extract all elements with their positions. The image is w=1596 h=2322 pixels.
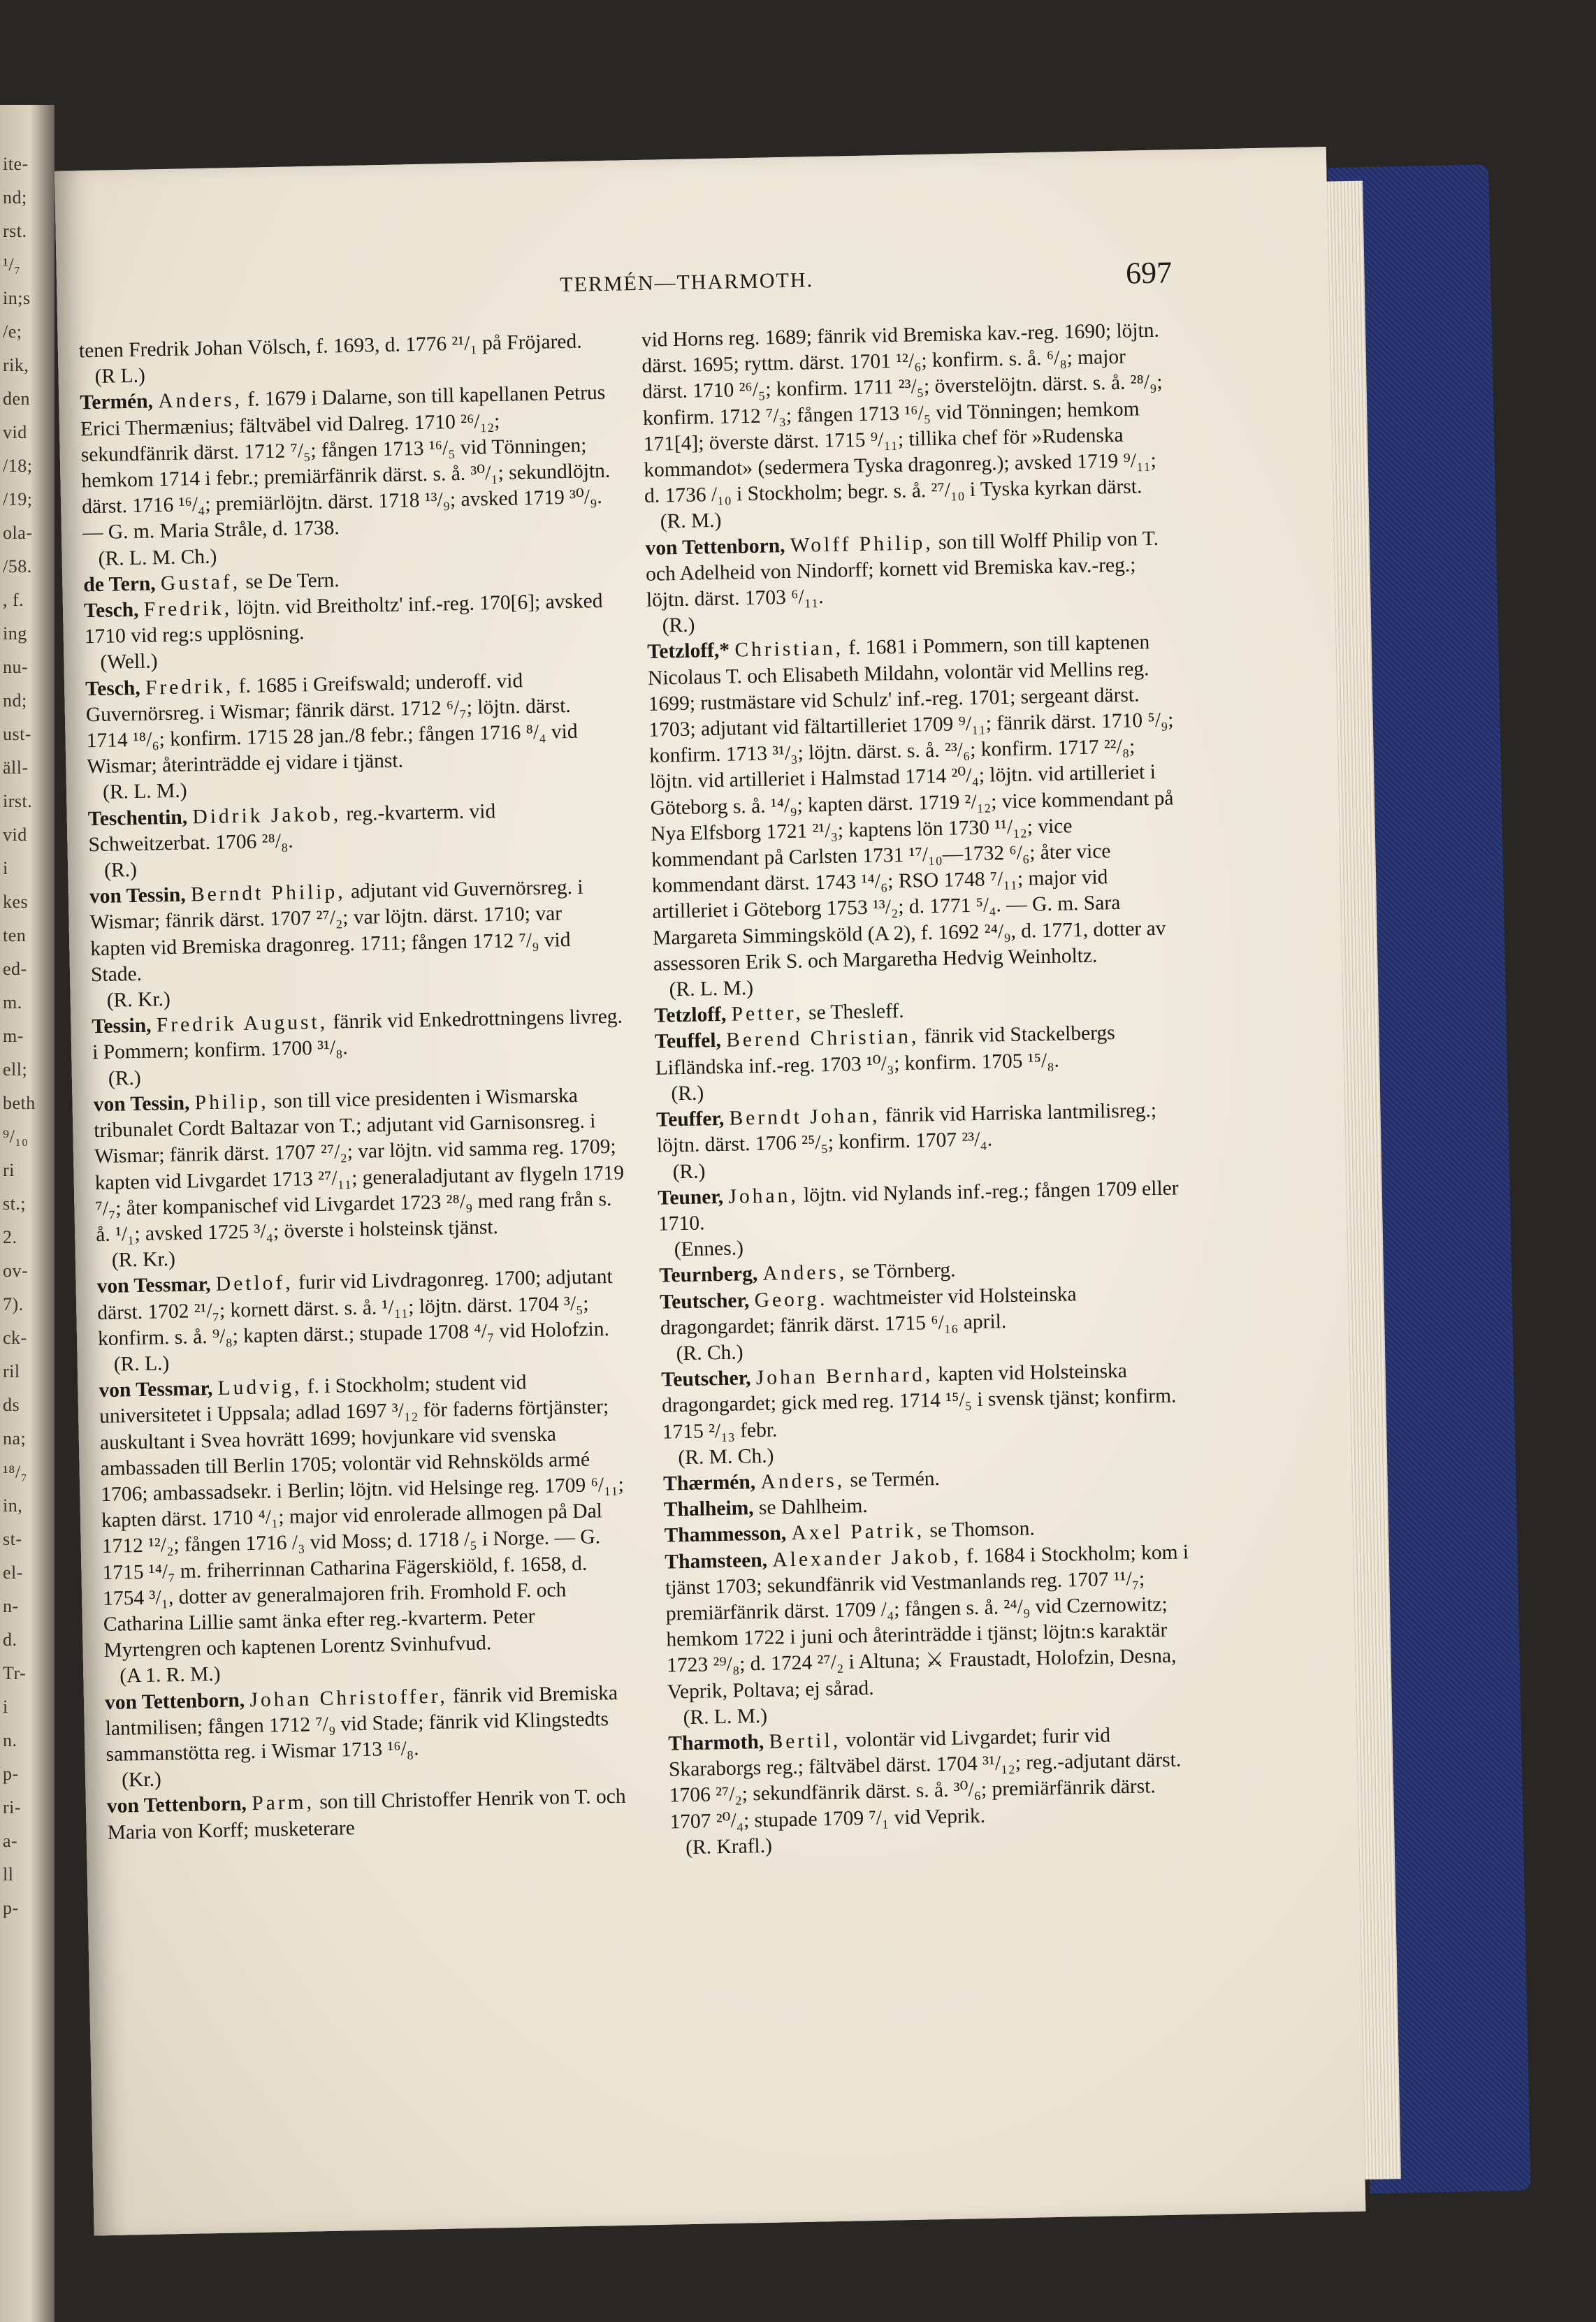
entry-text: (R L.) — [94, 364, 146, 389]
left-page-fragment: a- — [3, 1831, 18, 1851]
dictionary-entry — [96, 1264, 629, 1352]
left-column — [79, 328, 639, 1846]
entry-text: fänrik vid Bremiska lantmilisen; fången 1712 ⁷/₉ vid Stade; fänrik vid Klingstedts sammanstötta reg. i Wismar 1713 ¹⁶/₈. — [105, 1681, 618, 1766]
entry-text: (R.) — [672, 1159, 706, 1183]
left-page-fragment: /18; — [3, 456, 33, 476]
entry-text: (A 1. R. M.) — [119, 1663, 221, 1688]
entry-text: reg.-kvarterm. vid Schweitzerbat. 1706 ²⁸/₈. — [88, 799, 496, 857]
entry-headword: Tesch, — [85, 676, 140, 700]
dictionary-entry — [89, 874, 623, 988]
entry-text: se Thesleff. — [808, 1000, 904, 1024]
entry-text: fänrik vid Stackelbergs Lifländska inf.-reg. 1703 ¹⁰/₃; konfirm. 1705 ¹⁵/₈. — [655, 1022, 1115, 1080]
dictionary-entry — [665, 1539, 1198, 1706]
left-page-fragment: ov- — [3, 1261, 29, 1281]
entry-headword: von Tessmar, — [99, 1377, 213, 1402]
left-page-fragment: ite- — [3, 154, 29, 174]
entry-text: vid Horns reg. 1689; fänrik vid Bremiska kav.-reg. 1690; löjtn. därst. 1695; ryttm. därst. 1701 ¹²/₆; konfirm. s. å. ⁶/₈; major därst. 1710 ²⁶/₅; konfirm. 1711 ²³/₅; överstelöjtn. därst. s. å. ²⁸/₉; konfirm. 1712 ⁷/₃; fången 1713 ¹⁶/₅ vid Tönningen; hemkom 171[4]; överste därst. 1715 ⁹/₁₁; tillika chef för »Rudenska kommandot» (sedermera Tyska dragonreg.); avsked 1719 ⁹/₁₁; d. 1736 /₁₀ i Stockholm; begr. s. å. ²⁷/₁₀ i Tyska kyrkan därst. — [641, 319, 1163, 508]
entry-given-name: Philip, — [194, 1090, 269, 1115]
left-page-fragment: kes — [3, 892, 29, 912]
entry-text: volontär vid Livgardet; furir vid Skaraborgs reg.; fältväbel därst. 1704 ³¹/₁₂; reg.-adjutant därst. 1706 ²⁷/₂; sekundfänrik därst. s. å. ³⁰/₆; premiärfänrik därst. 1707 ²⁰/₄; stupade 1709 ⁷/₁ vid Veprik. — [668, 1724, 1182, 1834]
entry-text: (Kr.) — [121, 1768, 162, 1792]
entry-given-name: Detlof, — [215, 1272, 293, 1296]
left-page-fragment: i — [3, 1697, 8, 1717]
left-page-fragment: vid — [3, 422, 27, 442]
dictionary-entry — [107, 1784, 639, 1846]
entry-given-name: Georg. — [754, 1287, 828, 1312]
entry-text: (Well.) — [100, 650, 158, 674]
left-page-fragment: beth — [3, 1093, 36, 1113]
left-page-fragment: el- — [3, 1562, 23, 1583]
entry-text: (R.) — [671, 1082, 704, 1105]
left-page-fragment: ll — [3, 1864, 14, 1885]
book-page — [55, 147, 1365, 2235]
left-page-fragment: ri — [3, 1160, 15, 1180]
entry-headword: Teutscher, — [659, 1289, 750, 1314]
entry-headword: Thamsteen, — [665, 1548, 768, 1574]
entry-headword: Tesch, — [83, 598, 139, 623]
entry-headword: von Tessin, — [89, 883, 186, 908]
entry-text: (R. M. Ch.) — [678, 1444, 774, 1469]
left-page-fragment: m- — [3, 1026, 24, 1046]
left-page-fragment: ck- — [3, 1328, 27, 1348]
left-page-fragment: ten — [3, 925, 27, 945]
entry-headword: Tetzloff,* — [647, 639, 730, 664]
entry-given-name: Axel Patrik, — [791, 1519, 925, 1545]
dictionary-entry — [661, 1357, 1194, 1445]
left-page-fragment: ¹⁸/₇ — [3, 1462, 28, 1482]
entry-given-name: Johan Christoffer, — [249, 1685, 448, 1711]
entry-given-name: Fredrik August, — [156, 1011, 328, 1037]
entry-text: tenen Fredrik Johan Völsch, f. 1693, d. 1776 ²¹/₁ på Fröjared. — [78, 330, 582, 363]
left-page-fragment: i — [3, 858, 8, 878]
dictionary-entry — [99, 1368, 635, 1664]
left-page-fragment: ⁹/₁₀ — [3, 1126, 29, 1147]
left-page-fragment: ds — [3, 1395, 20, 1415]
right-column — [641, 317, 1201, 1861]
entry-headword: Teuner, — [658, 1185, 724, 1210]
left-page-fragment: st.; — [3, 1193, 27, 1214]
entry-text: wachtmeister vid Holsteinska dragongardet; fänrik därst. 1715 ⁶/₁₆ april. — [660, 1282, 1077, 1340]
entry-text: (R. L. M. Ch.) — [98, 545, 217, 570]
entry-headword: von Tettenborn, — [104, 1688, 245, 1714]
left-page-fragment: ust- — [3, 724, 31, 744]
left-page-fragment: n. — [3, 1730, 17, 1750]
entry-text: se Dahlheim. — [758, 1495, 868, 1520]
entry-given-name: Gustaf, — [160, 570, 241, 595]
entry-headword: Tessin, — [92, 1014, 152, 1038]
left-page-fragment: nd; — [3, 187, 27, 208]
dictionary-entry — [93, 1082, 627, 1248]
left-page-fragment: /19; — [3, 489, 33, 509]
left-page-fragment: ¹/₇ — [3, 254, 21, 275]
entry-given-name: Berndt Philip, — [190, 880, 346, 906]
entry-given-name: Wolff Philip, — [790, 531, 934, 557]
left-page-fragment: ola- — [3, 523, 33, 543]
left-page-fragment: ed- — [3, 959, 27, 979]
entry-headword: Thærmén, — [662, 1471, 756, 1495]
left-page-fragment: nu- — [3, 657, 29, 677]
entry-given-name: Johan, — [728, 1184, 799, 1208]
entry-given-name: Petter, — [731, 1001, 804, 1026]
entry-given-name: Parm, — [251, 1791, 315, 1815]
entry-headword: Tharmoth, — [668, 1730, 764, 1755]
entry-headword: Teschentin, — [87, 806, 188, 830]
entry-headword: de Tern, — [83, 572, 156, 597]
entry-text: löjtn. vid Nylands inf.-reg.; fången 1709 eller 1710. — [658, 1177, 1179, 1235]
entry-text: fänrik vid Enkedrottningens livreg. i Pommern; konfirm. 1700 ³¹/₈. — [92, 1005, 623, 1064]
entry-text: (R. Ch.) — [676, 1341, 743, 1365]
entry-text: (R. L. M.) — [102, 779, 187, 804]
entry-text: furir vid Livdragonreg. 1700; adjutant därst. 1702 ²¹/₇; kornett därst. s. å. ¹/₁₁; löjtn. därst. 1704 ³/₅; konfirm. s. å. ⁹/₈; kapten därst.; stupade 1708 ⁴/₇ vid Holofzin. — [97, 1265, 613, 1350]
entry-text: (R. Krafl.) — [685, 1834, 773, 1859]
entry-text: (R. Kr.) — [106, 988, 171, 1012]
dictionary-entry — [641, 317, 1175, 509]
left-page-fragment: ing — [3, 623, 27, 644]
entry-text: se Törnberg. — [852, 1258, 956, 1284]
entry-given-name: Christian, — [734, 637, 844, 662]
dictionary-entry — [105, 1680, 637, 1768]
left-page-fragment: rst. — [3, 221, 27, 241]
entry-text: löjtn. vid Breitholtz' inf.-reg. 170[6]; avsked 1710 vid reg:s upplösning. — [84, 590, 603, 648]
left-page-edge — [0, 105, 55, 2322]
entry-text: f. 1684 i Stockholm; kom i tjänst 1703; sekundfänrik vid Vestmanlands reg. 1707 ¹¹/₇; premiärfänrik därst. 1709 /₄; fången s. å. ²⁴/₉ vid Czernowitz; hemkom 1722 i juni och återinträdde i tjänst; löjtn:s karaktär 1723 ²⁹/₈; d. 1724 ²⁷/₂ i Altuna; ⚔ Fraustadt, Holofzin, Desna, Veprik, Poltava; ej sårad. — [665, 1540, 1189, 1704]
left-page-fragment: 2. — [3, 1227, 17, 1247]
entry-text: (R. L. M.) — [683, 1704, 768, 1729]
entry-text: f. i Stockholm; student vid universitetet i Uppsala; adlad 1697 ³/₁₂ för faderns förtjänster; auskultant i Svea hovrätt 1699; hovjunkare vid svenska ambassaden till Berlin 1705; volontär vid Rehnskölds armé 1706; ambassadsekr. i Berlin; löjtn. vid Helsinge reg. 1709 ⁶/₁₁; kapten därst. 1710 ⁴/₁; major vid enrolerade allmogen på Dal 1712 ¹²/₂; fången 1716 /₃ vid Moss; d. 1718 /₅ i Norge. — G. 1715 ¹⁴/₇ m. friherrinnan Catharina Fägerskiöld, f. 1658, d. 1754 ³/₁, dotter av generalmajoren frih. Fromhold F. och Catharina Lillie samt änka efter reg.-kvarterm. Peter Myrtengren och kaptenen Lorentz Svinhufvud. — [99, 1371, 625, 1662]
entry-text: (R.) — [662, 614, 695, 637]
entry-headword: von Tettenborn, — [106, 1792, 247, 1818]
entry-given-name: Johan Bernhard, — [755, 1363, 934, 1390]
left-page-fragment: in, — [3, 1495, 23, 1516]
entry-given-name: Berndt Johan, — [729, 1104, 880, 1130]
entry-given-name: Anders, — [760, 1469, 846, 1493]
entry-headword: Teutscher, — [661, 1367, 751, 1391]
entry-text: se De Tern. — [245, 569, 340, 593]
left-page-fragment: p- — [3, 1898, 19, 1918]
entry-given-name: Alexander Jakob, — [772, 1545, 962, 1572]
left-page-fragment: d. — [3, 1630, 17, 1650]
left-page-fragment: ell; — [3, 1059, 28, 1080]
entry-text: adjutant vid Guvernörsreg. i Wismar; fänrik därst. 1707 ²⁷/₂; var löjtn. därst. 1710; var kapten vid Bremiska dragonreg. 1711; fången 1712 ⁷/₉ vid Stade. — [89, 876, 583, 987]
entry-text: f. 1681 i Pommern, son till kaptenen Nicolaus T. och Elisabeth Mildahn, volontär vid Mellins reg. 1699; rustmästare vid Schulz' inf.-reg. 1701; sergeant därst. 1703; adjutant vid fältartilleriet 1709 ⁹/₁₁; fänrik därst. 1710 ⁵/₉; konfirm. 1713 ³¹/₃; löjtn. därst. s. å. ²³/₆; konfirm. 1717 ²²/₈; löjtn. vid artilleriet i Halmstad 1714 ²⁰/₄; löjtn. vid artilleriet i Göteborg s. å. ¹⁴/₉; kapten därst. 1719 ²/₁₂; vice kommendant på Nya Elfsborg 1721 ²¹/₃; kaptens lön 1730 ¹¹/₁₂; vice kommendant på Carlsten 1731 ¹⁷/₁₀—1732 ⁶/₆; åter vice kommendant därst. 1743 ¹⁴/₆; RSO 1748 ⁷/₁₁; major vid artilleriet i Göteborg 1753 ¹³/₂; d. 1771 ⁵/₄. — G. m. Sara Margareta Simmingsköld (A 2), f. 1692 ²⁴/₉, d. 1771, dotter av assessoren Erik S. och Margaretha Hedvig Weinholtz. — [647, 631, 1174, 975]
left-page-fragment: st- — [3, 1529, 22, 1549]
entry-text: (R. Kr.) — [111, 1248, 176, 1272]
left-page-fragment: den — [3, 389, 31, 409]
entry-text: fänrik vid Harriska lantmilisreg.; löjtn. därst. 1706 ²⁵/₅; konfirm. 1707 ²³/₄. — [656, 1099, 1157, 1158]
entry-given-name: Anders, — [158, 389, 243, 413]
entry-text: f. 1679 i Dalarne, son till kapellanen Petrus Erici Thermænius; fältväbel vid Dalreg. 1710 ²⁶/₁₂; sekundfänrik därst. 1712 ⁷/₅; fången 1713 ¹⁶/₅ vid Tönningen; hemkom 1714 i febr.; premiärfänrik därst. s. å. ³⁰/₁; sekundlöjtn. därst. 1716 ¹⁶/₄; premiärlöjtn. därst. 1718 ¹³/₉; avsked 1719 ³⁰/₉. — G. m. Maria Stråle, d. 1738. — [80, 382, 611, 544]
dictionary-entry — [647, 630, 1184, 978]
dictionary-entry — [80, 380, 614, 546]
left-page-fragment: /58. — [3, 556, 32, 576]
entry-given-name: Anders, — [762, 1261, 848, 1286]
entry-given-name: Ludvig, — [217, 1375, 303, 1400]
entry-headword: Teuffer, — [655, 1107, 725, 1131]
entry-text: kapten vid Holsteinska dragongardet; gick med reg. 1714 ¹⁵/₅ i svensk tjänst; konfirm. 1715 ²/₁₃ febr. — [661, 1359, 1177, 1444]
entry-headword: Thammesson, — [664, 1522, 787, 1547]
left-page-fragment: m. — [3, 992, 22, 1013]
entry-text: (R. L.) — [113, 1352, 170, 1376]
entry-given-name: Didrik Jakob, — [192, 802, 342, 829]
entry-text: (Ennes.) — [674, 1237, 744, 1261]
entry-text: se Termén. — [850, 1467, 941, 1492]
entry-headword: Tetzloff, — [654, 1003, 727, 1028]
left-page-fragment: ril — [3, 1361, 20, 1381]
entry-given-name: Bertil, — [769, 1729, 841, 1753]
left-page-fragment: , f. — [3, 590, 24, 610]
left-page-fragment: rik, — [3, 355, 29, 375]
dictionary-entry — [85, 666, 618, 780]
left-page-fragment: 7). — [3, 1294, 24, 1314]
entry-given-name: Fredrik, — [143, 597, 233, 621]
entry-text: (R.) — [108, 1066, 141, 1090]
entry-text: se Thomson. — [929, 1517, 1036, 1542]
entry-given-name: Berend Christian, — [725, 1025, 920, 1052]
left-page-fragment: n- — [3, 1596, 19, 1616]
left-page-fragment: irst. — [3, 791, 33, 811]
page-number: 697 — [1125, 255, 1173, 291]
entry-text: son till Wolff Philip von T. och Adelheid von Nindorff; kornett vid Bremiska kav.-reg.; löjtn. därst. 1703 ⁶/₁₁. — [645, 527, 1159, 611]
entry-headword: von Tessmar, — [96, 1273, 211, 1298]
dictionary-entry — [645, 525, 1177, 614]
entry-headword: Termén, — [80, 390, 154, 414]
entry-given-name: Fredrik, — [145, 674, 234, 699]
dictionary-entry — [668, 1721, 1201, 1835]
left-page-fragment: /e; — [3, 321, 22, 342]
left-page-fragment: in;s — [3, 288, 31, 308]
entry-headword: Teurnberg, — [659, 1263, 758, 1287]
left-page-fragment: äll- — [3, 757, 29, 778]
left-page-fragment: vid — [3, 825, 27, 845]
entry-headword: Thalheim, — [663, 1497, 754, 1521]
left-page-fragment: nd; — [3, 690, 27, 711]
left-page-fragment: na; — [3, 1428, 27, 1449]
entry-text: son till vice presidenten i Wismarska tribunalet Cordt Baltazar von T.; adjutant vid Garnisonsreg. i Wismar; fänrik därst. 1707 ²⁷/₂; var löjtn. vid samma reg. 1709; kapten vid Livgardet 1713 ²⁷/₁₁; generaladjutant av flygeln 1719 ⁷/₇; åter kompanischef vid Livgardet 1723 ²⁸/₉ med rang från s. å. ¹/₁; avsked 1725 ³/₄; överste i holsteinsk tjänst. — [94, 1084, 625, 1247]
entry-text: (R. L. M.) — [669, 977, 754, 1001]
left-page-fragment: p- — [3, 1764, 19, 1784]
entry-headword: von Tettenborn, — [645, 534, 785, 560]
entry-text: f. 1685 i Greifswald; underoff. vid Guvernörsreg. i Wismar; fänrik därst. 1712 ⁶/₇; löjtn. därst. 1714 ¹⁸/₆; konfirm. 1715 28 jan./8 febr.; fången 1716 ⁸/₄ vid Wismar; återinträdde ej vidare i tjänst. — [85, 669, 578, 778]
left-page-fragment: ri- — [3, 1797, 22, 1817]
entry-headword: von Tessin, — [93, 1091, 190, 1117]
entry-headword: Teuffel, — [654, 1029, 722, 1054]
running-head: TERMÉN—THARMOTH. — [559, 268, 814, 297]
entry-text: (R.) — [103, 858, 138, 882]
entry-text: (R. M.) — [660, 509, 722, 533]
entry-text: son till Christoffer Henrik von T. och Maria von Korff; musketerare — [107, 1785, 626, 1844]
left-page-fragment: Tr- — [3, 1663, 27, 1683]
